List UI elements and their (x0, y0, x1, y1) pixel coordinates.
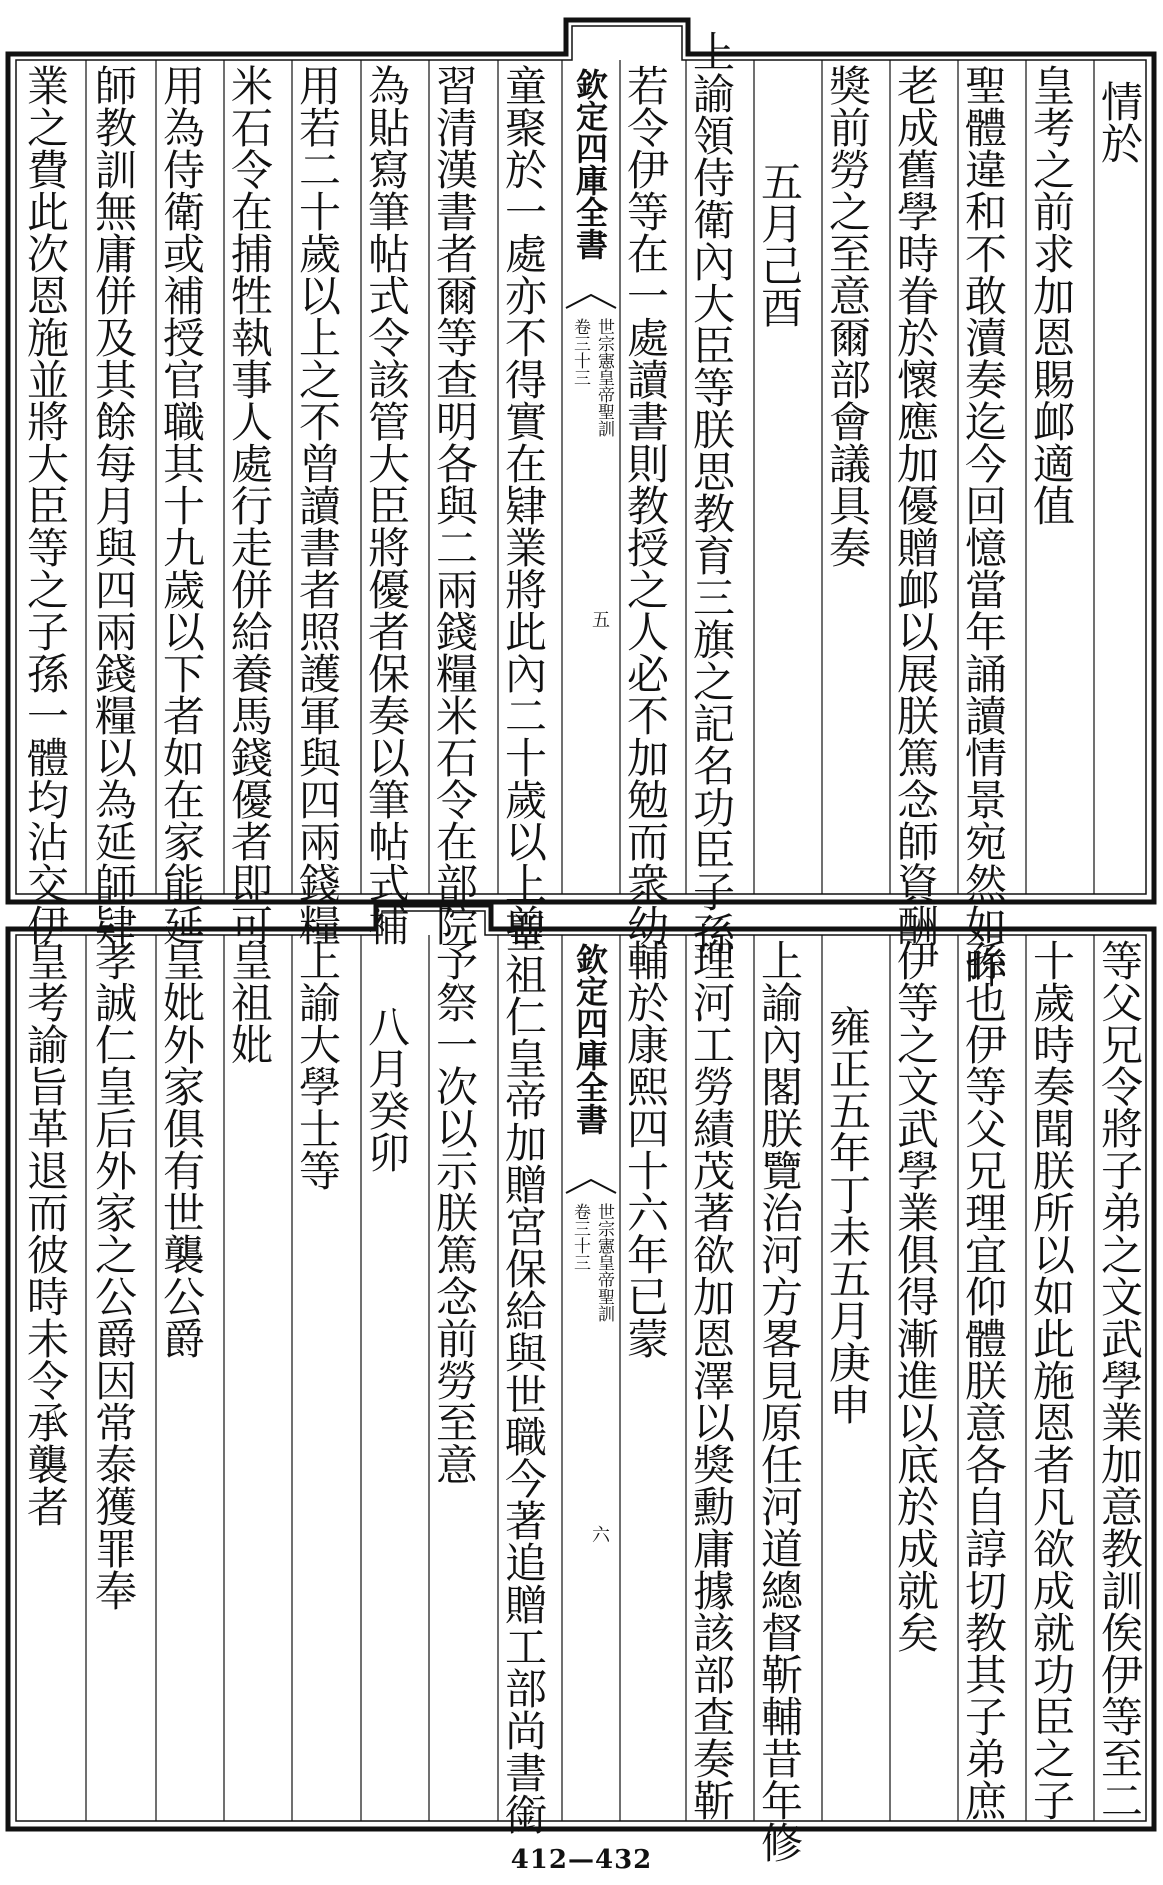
text-column: 五月己酉 (755, 160, 804, 328)
text-column: 輔於康熙四十六年已蒙 (621, 939, 670, 1359)
text-column: 用為侍衛或補授官職其十九歲以下者如在家能延 (157, 64, 206, 946)
page-number: 五 (589, 610, 610, 628)
text-column: 獎前勞之至意爾部會議具奏 (823, 64, 872, 568)
text-column: 聖祖仁皇帝加贈宮保給與世職今著追贈工部尚書銜 (499, 911, 548, 1835)
center-volume: 卷三十三 (570, 318, 590, 386)
center-title: 欽定四庫全書 (571, 68, 609, 260)
center-title: 欽定四庫全書 (571, 943, 609, 1135)
text-column: 予祭一次以示朕篤念前勞至意 (430, 939, 479, 1485)
center-subtitle: 世宗憲皇帝聖訓 (594, 1203, 614, 1322)
center-subtitle: 世宗憲皇帝聖訓 (594, 318, 614, 437)
text-column: 習清漢書者爾等查明各與二兩錢糧米石令在部院 (430, 64, 479, 946)
text-column: 師教訓無庸併及其餘每月與四兩錢糧以為延師肄 (89, 64, 138, 946)
text-column: 理河工勞績茂著欲加恩澤以獎勳庸據該部查奏靳 (687, 939, 736, 1821)
text-column: 伊等之文武學業俱得漸進以底於成就矣 (891, 939, 940, 1653)
text-column: 上諭內閣朕覽治河方畧見原任河道總督靳輔昔年修 (755, 939, 804, 1863)
text-column: 皇妣外家俱有世襲公爵 (157, 939, 206, 1359)
text-column: 八月癸卯 (362, 1005, 411, 1173)
text-column: 為貼寫筆帖式令該管大臣將優者保奏以筆帖式補 (362, 64, 411, 946)
text-column: 皇祖妣 (225, 939, 274, 1065)
text-column: 上諭大學士等 (293, 939, 342, 1191)
text-column: 情於 (1095, 80, 1144, 164)
page-number: 六 (589, 1525, 610, 1543)
text-column: 童聚於一處亦不得實在肄業將此內二十歲以上曾 (499, 64, 548, 946)
text-column: 聖體違和不敢瀆奏迄今回憶當年誦讀情景宛然如昨 (959, 64, 1008, 988)
text-column: 業之費此次恩施並將大臣等之子孫一體均沾交伊 (21, 64, 70, 946)
text-column: 米石令在捕牲執事人處行走併給養馬錢優者即可 (225, 64, 274, 946)
text-column: 雍正五年丁未五月庚申 (823, 1005, 872, 1425)
scan-page-number: 412—432 (510, 1845, 653, 1875)
text-column: 孝誠仁皇后外家之公爵因常泰獲罪奉 (89, 939, 138, 1611)
text-column: 十歲時奏聞朕所以如此施恩者凡欲成就功臣之子 (1027, 939, 1076, 1821)
text-column: 用若二十歲以上之不曾讀書者照護軍與四兩錢糧 (293, 64, 342, 946)
text-column: 皇考諭旨革退而彼時未令承襲者 (21, 939, 70, 1527)
page-top (6, 30, 1156, 988)
center-volume: 卷三十三 (570, 1203, 590, 1271)
text-column: 孫也伊等父兄理宜仰體朕意各自諄切教其子弟庶 (959, 939, 1008, 1821)
text-column: 上諭領侍衛內大臣等朕思教育三旗之記名功臣子孫 (687, 30, 736, 954)
text-column: 等父兄令將子弟之文武學業加意教訓俟伊等至二 (1095, 939, 1144, 1821)
text-column: 若令伊等在一處讀書則教授之人必不加勉而衆幼 (621, 64, 670, 946)
text-column: 皇考之前求加恩賜䘏適值 (1027, 64, 1076, 526)
text-column: 老成舊學時眷於懷應加優贈䘏以展朕篤念師資酬 (891, 64, 940, 946)
